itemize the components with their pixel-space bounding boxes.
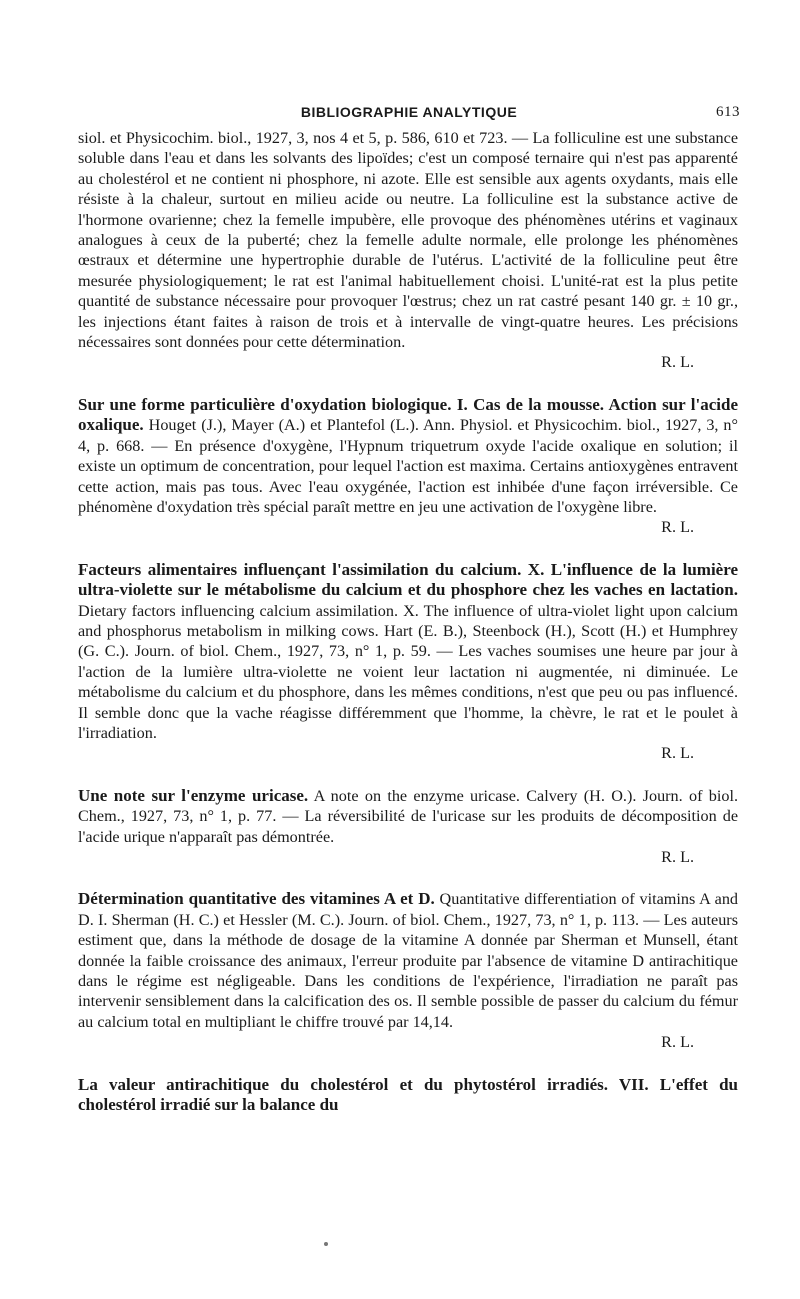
page-header <box>78 104 740 124</box>
abstract-paragraph <box>78 1075 738 1116</box>
abstract-entry <box>78 1075 738 1116</box>
article-body <box>78 128 738 1137</box>
author-signature: R. L. <box>661 1033 694 1052</box>
abstract-entry <box>78 889 738 1052</box>
abstract-text: siol. et Physicochim. biol., 1927, 3, nos 4 et 5, p. 586, 610 et 723. — La folliculine est une substance soluble dans l'eau et dans les solvants des lipoïdes; c'est un composé ternaire qui n'est pas apparenté au cholestérol et ne contient ni phosphore, ni azote. Elle est sensible aux agents oxydants, mais elle résiste à la chaleur, surtout en milieu acide ou neutre. La folliculine est la substance active de l'hormone ovarienne; chez la femelle impubère, elle provoque des phénomènes utérins et vaginaux analogues à ceux de la puberté; chez la femelle adulte normale, elle prolonge les phénomènes œstraux et détermine une hypertrophie durable de l'utérus. L'activité de la folliculine peut être mesurée physiologiquement; le rat est l'animal habituellement choisi. L'unité-rat est la plus petite quantité de substance nécessaire pour provoquer l'œstrus; chez un rat castré pesant 140 gr. ± 10 gr., les injections étant faites à raison de trois et à intervalle de vingt-quatre heures. Les précisions nécessaires sont données pour cette détermination. <box>78 129 738 352</box>
abstract-title: Détermination quantitative des vitamines A et D. <box>78 889 435 909</box>
abstract-entry <box>78 128 738 373</box>
abstract-text: A note on the enzyme uricase. Calvery (H. O.). Journ. of biol. Chem., 1927, 73, n° 1, p. 77. — La réversibilité de l'uricase sur les produits de décomposition de l'acide urique n'apparaît pas démontrée. <box>78 786 739 846</box>
author-signature: R. L. <box>661 353 694 372</box>
abstract-entry <box>78 395 738 538</box>
author-signature: R. L. <box>661 744 694 763</box>
author-signature: R. L. <box>661 518 694 537</box>
abstract-entry <box>78 560 738 764</box>
author-signature: R. L. <box>661 848 694 866</box>
abstract-title: Facteurs alimentaires influençant l'assimilation du calcium. X. L'influence de la lumière ultra-violette sur le métabolisme du calcium et du phosphore chez les vaches en lactation. <box>78 559 738 600</box>
abstract-title: La valeur antirachitique du cholestérol et du phytostérol irradiés. VII. L'effet du cholestérol irradié sur la balance du <box>78 1074 738 1115</box>
abstract-paragraph <box>78 395 738 517</box>
abstract-paragraph <box>78 889 738 1032</box>
abstract-entry <box>78 786 738 868</box>
abstract-text: Quantitative differentiation of vitamins A and D. I. Sherman (H. C.) et Hessler (M. C.). Journ. of biol. Chem., 1927, 73, n° 1, p. 113. — Les auteurs estiment que, dans la méthode de dosage de la vitamine A donnée par Sherman et Munsell, étant donnée la faible croissance des animaux, l'erreur produite par l'absence de vitamine D antirachitique dans le régime est négligeable. Dans les conditions de l'expérience, l'irradiation ne paraît pas intervenir sensiblement dans la calcification des os. Il semble possible de passer du calcium du fémur au calcium total en multipliant le chiffre trouvé par 14,14. <box>78 890 739 1031</box>
abstract-paragraph <box>78 128 738 352</box>
page-number: 613 <box>716 104 740 120</box>
abstract-title: Une note sur l'enzyme uricase. <box>78 785 309 805</box>
abstract-text: Houget (J.), Mayer (A.) et Plantefol (L.). Ann. Physiol. et Physicochim. biol., 1927, 3, n° 4, p. 668. — En présence d'oxygène, l'Hypnum triquetrum oxyde l'acide oxalique en solution; il existe un optimum de concentration, pour lequel l'action est maxima. Certains antioxygènes entravent cette action, mais pas tous. Avec l'eau oxygénée, l'action est inhibée d'une façon irréversible. Ce phénomène d'oxydation très spécial paraît mettre en jeu une activation de l'oxygène libre. <box>78 416 739 516</box>
print-speck <box>324 1242 328 1246</box>
abstract-text: Dietary factors influencing calcium assimilation. X. The influence of ultra-violet light upon calcium and phosphorus metabolism in milking cows. Hart (E. B.), Steenbock (H.), Scott (H.) et Humphrey (G. C.). Journ. of biol. Chem., 1927, 73, n° 1, p. 59. — Les vaches soumises une heure par jour à l'action de la lumière ultra-violette ne voient leur lactation ni augmentée, ni diminuée. Le métabolisme du calcium et du phosphore, dans les mêmes conditions, n'est que peu ou pas influencé. Il semble donc que la vache réagisse différemment que l'homme, la chèvre, le rat et le poulet à l'irradiation. <box>78 601 738 742</box>
running-title: BIBLIOGRAPHIE ANALYTIQUE <box>300 104 518 120</box>
abstract-paragraph <box>78 560 738 744</box>
abstract-paragraph <box>78 786 738 847</box>
abstract-title: Sur une forme particulière d'oxydation biologique. I. Cas de la mousse. Action sur l'acide oxalique. <box>78 394 738 435</box>
